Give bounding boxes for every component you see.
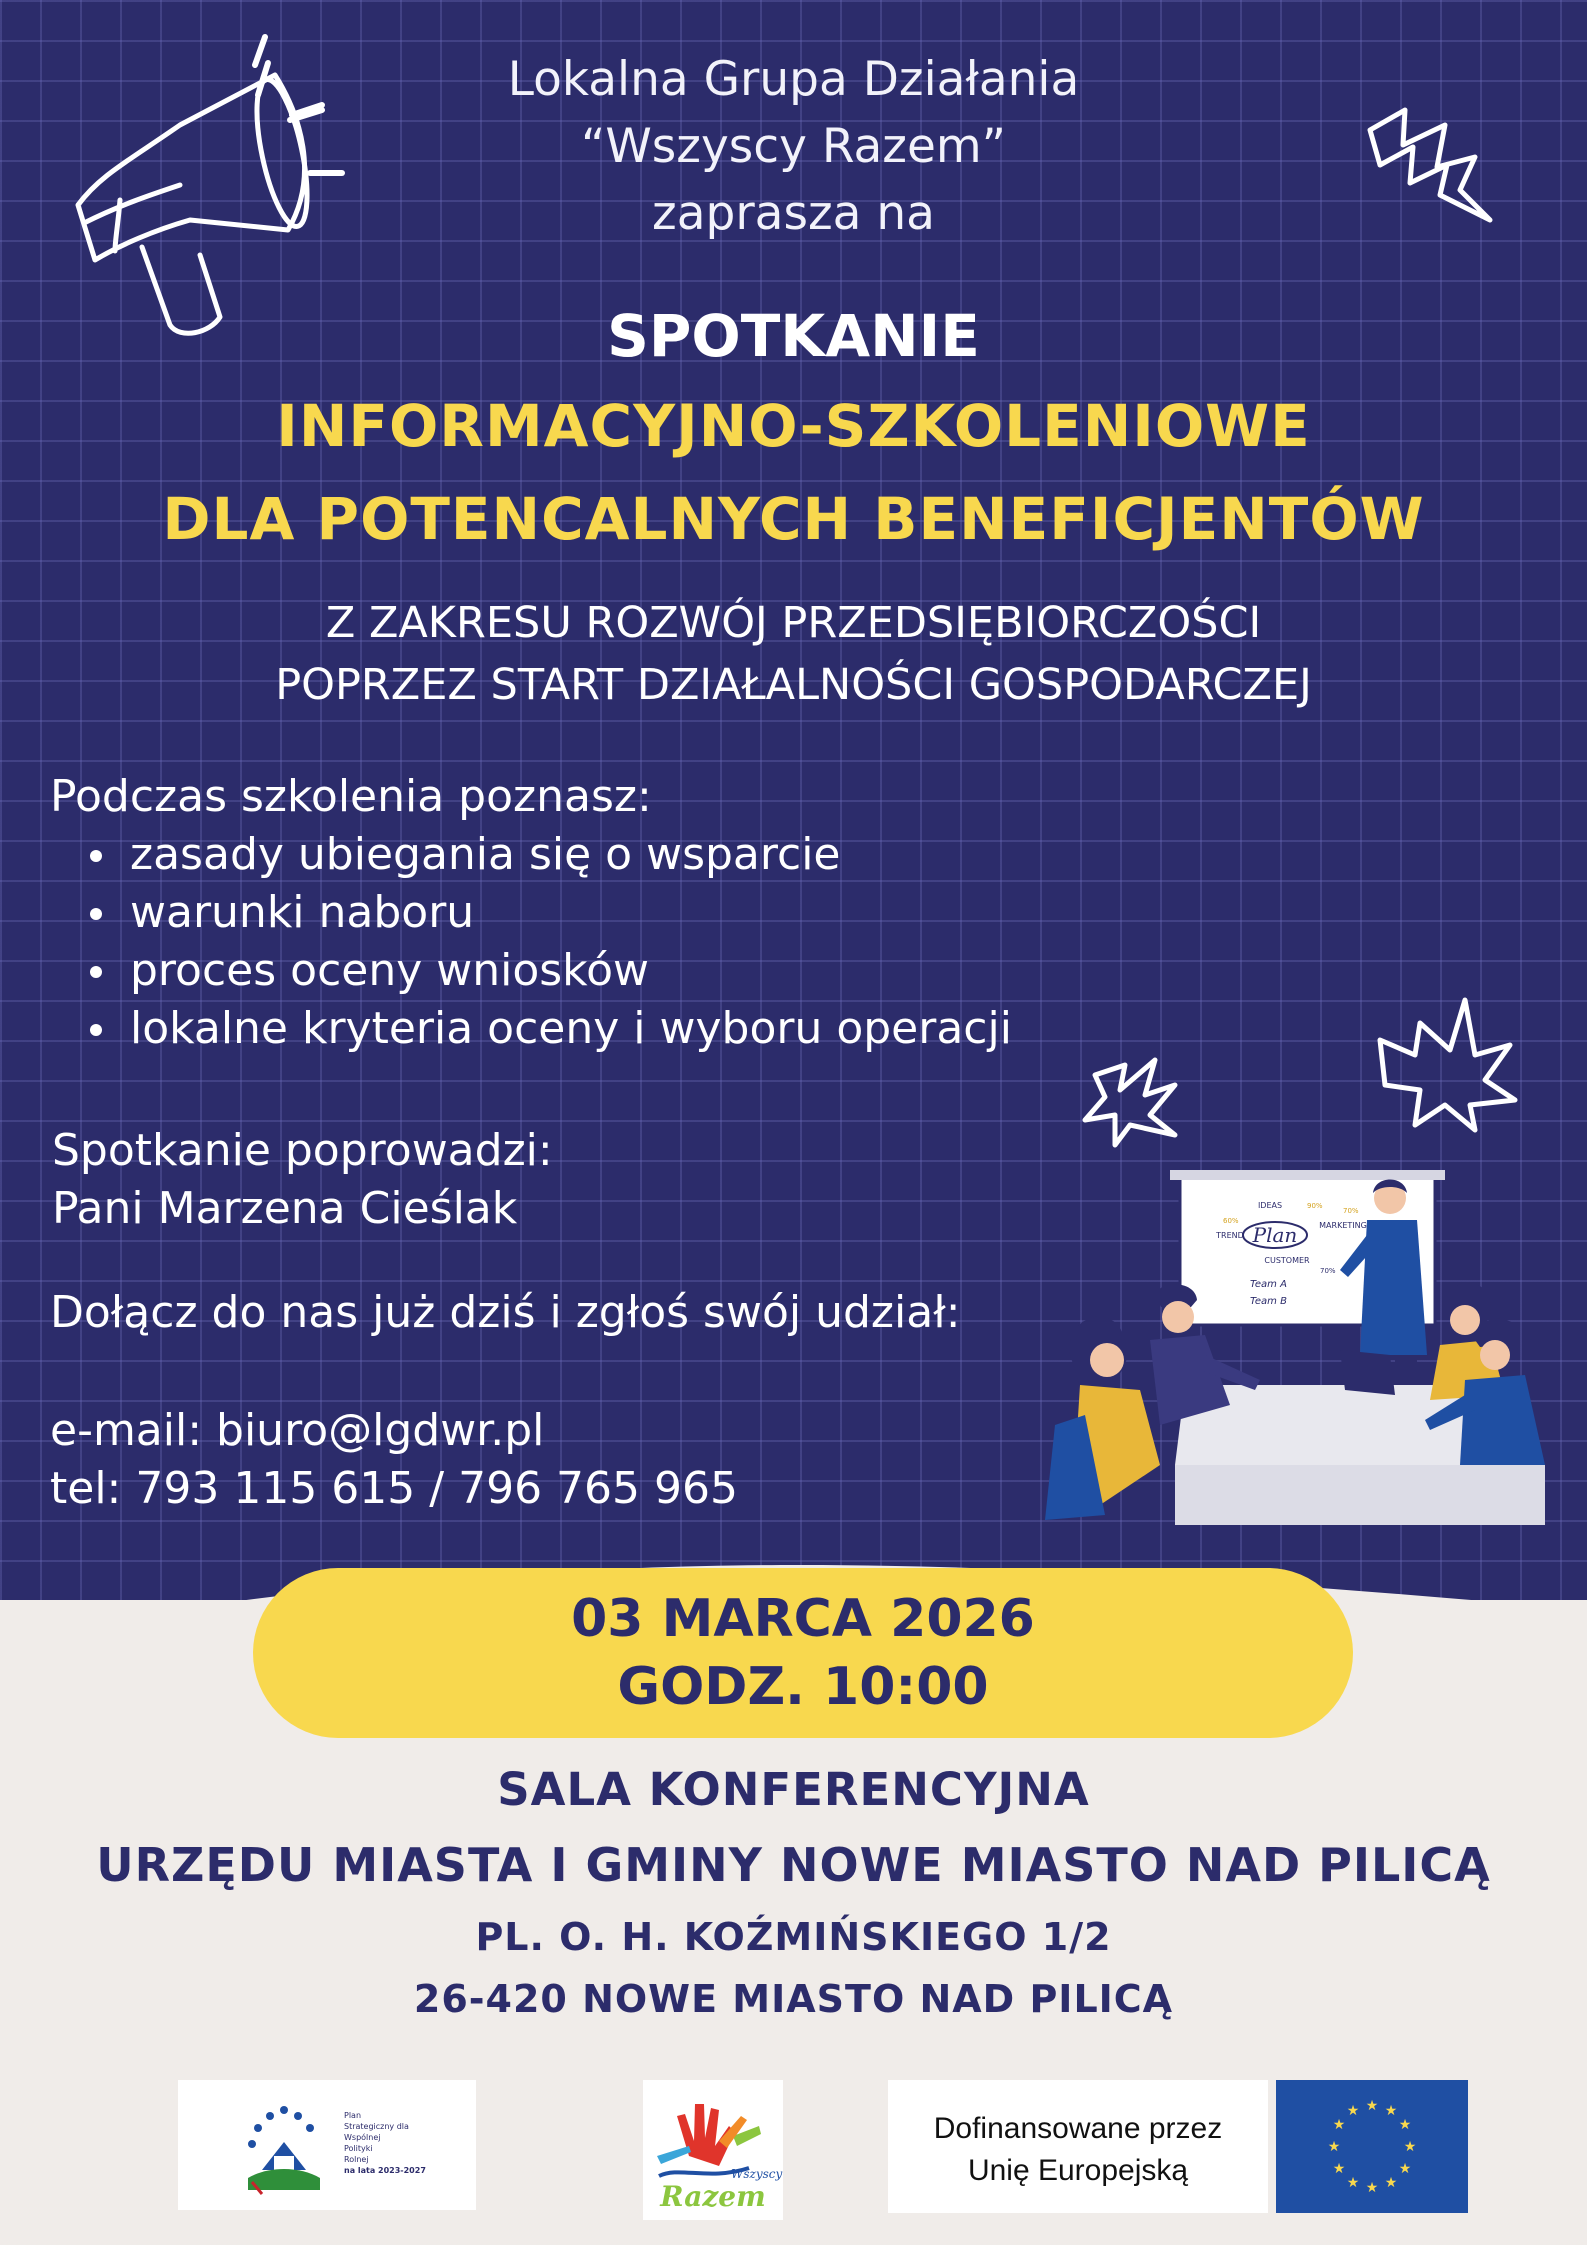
whiteboard-tag: CUSTOMER [1264,1256,1310,1265]
topics-section [50,768,1012,1058]
venue-line-1: SALA KONFERENCYJNA [497,1763,1090,1816]
venue-line-2: URZĘDU MIASTA I GMINY NOWE MIASTO NAD PILICĄ [96,1838,1491,1892]
list-item: proces oceny wniosków [50,942,1012,1000]
event-date: 03 MARCA 2026 [571,1589,1035,1649]
spark-icon [1380,1000,1515,1130]
psp-line: Polityki [344,2144,373,2153]
svg-text:★: ★ [1327,2139,1341,2155]
event-date-pill [253,1568,1353,1738]
list-item: zasady ubiegania się o wsparcie [50,826,1012,884]
lgd-logo [643,2080,783,2220]
attendee-figure [1045,1316,1160,1520]
svg-text:★: ★ [1346,2175,1360,2191]
intro-line-2: “Wszyscy Razem” [580,119,1007,174]
svg-text:★: ★ [1398,2161,1412,2177]
svg-text:★: ★ [1384,2103,1398,2119]
host-name: Pani Marzena Cieślak [52,1183,518,1234]
svg-text:★: ★ [1384,2175,1398,2191]
whiteboard-percent: 70% [1343,1207,1359,1215]
intro-line-1: Lokalna Grupa Działania [507,52,1080,107]
whiteboard-percent: 60% [1223,1217,1239,1225]
psp-line: Rolnej [344,2155,369,2164]
call-to-action: Dołącz do nas już dziś i zgłoś swój udział: [50,1287,961,1338]
headline-informacyjno: INFORMACYJNO-SZKOLENIOWE [276,392,1311,460]
whiteboard-team: Team A [1250,1279,1287,1290]
lgd-logo-bottom: Razem [660,2180,766,2213]
whiteboard-team: Team B [1250,1296,1287,1307]
svg-text:★: ★ [1365,2098,1379,2114]
lgd-logo-top: Wszyscy [731,2167,783,2181]
subheading-line-2: POPRZEZ START DZIAŁALNOŚCI GOSPODARCZEJ [275,660,1312,710]
psp-line: Wspólnej [344,2133,381,2142]
venue-address: PL. O. H. KOŹMIŃSKIEGO 1/2 [475,1915,1112,1959]
subheading-line-1: Z ZAKRESU ROZWÓJ PRZEDSIĘBIORCZOŚCI [325,598,1262,648]
svg-text:★: ★ [1346,2103,1360,2119]
headline-spotkanie: SPOTKANIE [607,302,980,370]
host-section [52,1122,553,1238]
hands-logo-icon [649,2086,783,2214]
spark-icon [1085,1060,1175,1145]
whiteboard-plan-label: Plan [1252,1223,1298,1247]
topics-intro: Podczas szkolenia poznasz: [50,771,652,822]
host-label: Spotkanie poprowadzi: [52,1125,553,1176]
list-item: lokalne kryteria oceny i wyboru operacji [50,1000,1012,1058]
svg-text:★: ★ [1398,2117,1412,2133]
svg-text:★: ★ [1365,2180,1379,2196]
whiteboard-percent: 70% [1320,1267,1336,1275]
meeting-illustration [1045,995,1545,1535]
psp-logo [178,2080,476,2210]
contact-phone: tel: 793 115 615 / 796 765 965 [50,1463,738,1514]
whiteboard-tag: MARKETING [1319,1221,1367,1230]
list-item: warunki naboru [50,884,1012,942]
venue-postal: 26-420 NOWE MIASTO NAD PILICĄ [413,1977,1174,2021]
organizer-intro [0,46,1587,247]
svg-text:★: ★ [1332,2161,1346,2177]
whiteboard-tag: IDEAS [1257,1201,1283,1210]
psp-line: na lata 2023-2027 [344,2166,426,2175]
eu-funding-label [888,2080,1268,2213]
whiteboard-percent: 90% [1307,1202,1323,1210]
topics-list [50,826,1012,1058]
psp-emblem-icon [238,2098,330,2196]
svg-text:★: ★ [1332,2117,1346,2133]
eu-label-line-2: Unię Europejską [967,2154,1189,2187]
whiteboard-tag: TREND [1216,1231,1244,1240]
svg-text:★: ★ [1403,2139,1417,2155]
intro-line-3: zaprasza na [652,186,935,241]
eu-flag-icon [1276,2080,1468,2213]
psp-line: Plan [344,2111,362,2120]
event-time: GODZ. 10:00 [617,1657,989,1717]
contact-email: e-mail: biuro@lgdwr.pl [50,1405,545,1456]
eu-label-line-1: Dofinansowane przez [933,2112,1223,2145]
psp-line: Strategiczny dla [344,2122,409,2131]
contact-section [50,1402,738,1518]
headline-beneficjenci: DLA POTENCALNYCH BENEFICJENTÓW [162,485,1425,553]
